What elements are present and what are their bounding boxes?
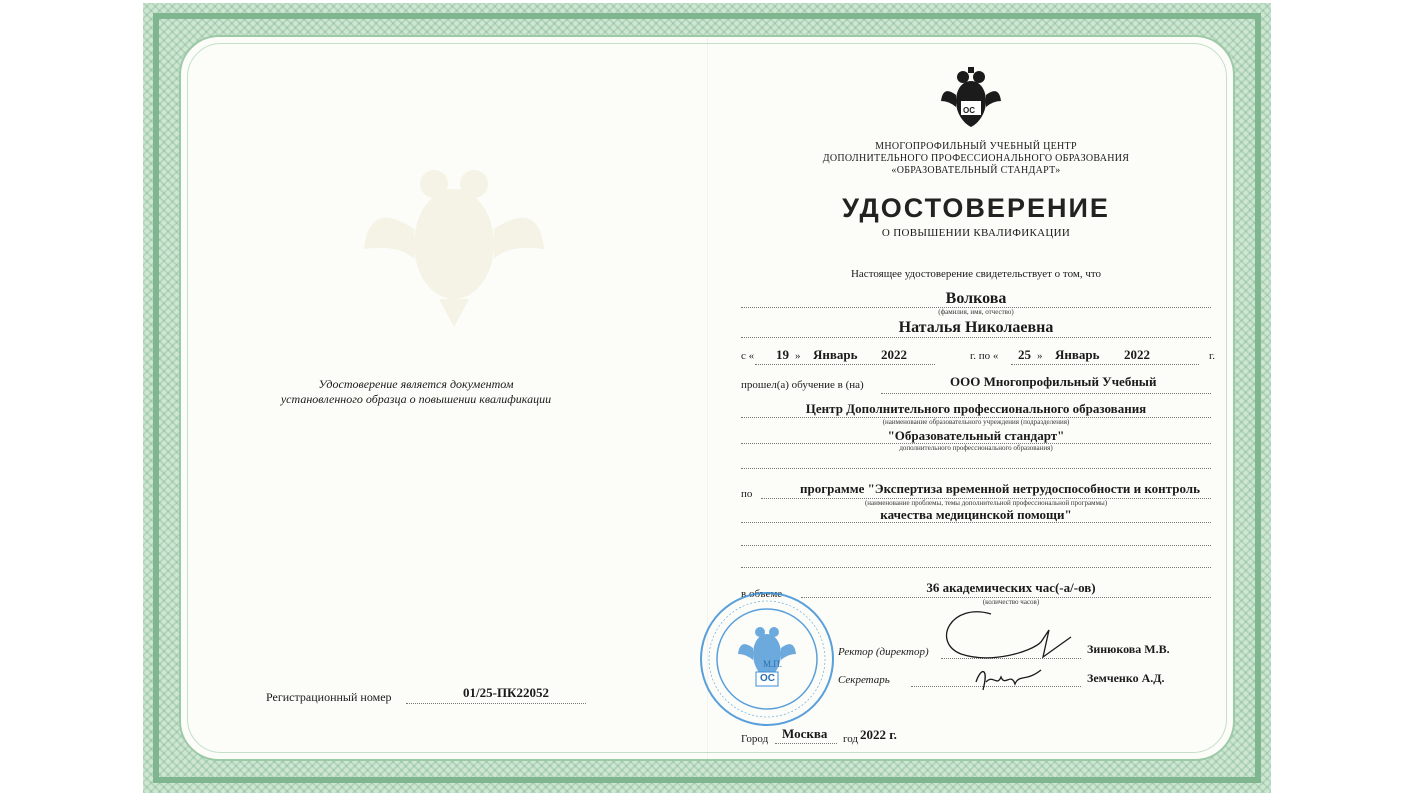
program-label: по <box>741 488 753 500</box>
certificate-paper <box>179 35 1235 761</box>
reg-number-value: 01/25-ПК22052 <box>463 685 549 700</box>
institution-line-2: Центр Дополнительного профессионального образования <box>805 401 1147 416</box>
emblem-letters: ОС <box>963 106 975 115</box>
stamp-mp: М.П. <box>763 659 783 669</box>
trained-label: прошел(а) обучение в (на) <box>741 379 864 391</box>
year-value: 2022 г. <box>860 727 897 742</box>
statement-line-1: Удостоверение является документом <box>318 377 514 391</box>
reg-number-label: Регистрационный номер <box>266 690 392 704</box>
institution-hint-1: (наименование образовательного учреждения (подразделения) <box>882 418 1070 426</box>
fio-hint: (фамилия, имя, отчество) <box>938 308 1014 316</box>
institution-line-1: ООО Многопрофильный Учебный <box>950 374 1157 389</box>
given-name-value: Наталья Николаевна <box>898 319 1054 336</box>
org-line-3: «ОБРАЗОВАТЕЛЬНЫЙ СТАНДАРТ» <box>891 165 1061 176</box>
date-to-close: » <box>1037 350 1043 362</box>
city-label: Город <box>741 733 769 745</box>
date-to-year: 2022 <box>1124 347 1150 362</box>
program-line-2: качества медицинской помощи" <box>880 507 1072 522</box>
program-hint: (наименование проблемы, темы дополнительной профессиональной программы) <box>864 499 1108 507</box>
org-line-1: МНОГОПРОФИЛЬНЫЙ УЧЕБНЫЙ ЦЕНТР <box>875 141 1077 152</box>
institution-line-3: "Образовательный стандарт" <box>887 428 1065 443</box>
secretary-label: Секретарь <box>838 674 890 686</box>
date-from-month: Январь <box>813 347 858 362</box>
intro-text: Настоящее удостоверение свидетельствует о том, что <box>850 268 1102 280</box>
date-to-prefix: г. по « <box>970 350 999 362</box>
date-to-year-suffix: г. <box>1209 350 1216 362</box>
rector-name: Зинюкова М.В. <box>1087 642 1170 656</box>
secretary-name: Земченко А.Д. <box>1087 671 1165 685</box>
certificate <box>143 3 1271 793</box>
certificate-subtitle: О ПОВЫШЕНИИ КВАЛИФИКАЦИИ <box>881 227 1071 239</box>
institution-hint-2: дополнительного профессионального образования) <box>899 444 1053 452</box>
stamp-letters: ОС <box>760 673 775 684</box>
city-value: Москва <box>782 726 828 741</box>
org-line-2: ДОПОЛНИТЕЛЬНОГО ПРОФЕССИОНАЛЬНОГО ОБРАЗОВАНИЯ <box>822 153 1130 164</box>
rector-label: Ректор (директор) <box>838 646 929 658</box>
date-from-prefix: с « <box>741 350 755 362</box>
secretary-signature-icon <box>971 662 1051 697</box>
year-label: год <box>843 733 859 745</box>
surname-value: Волкова <box>945 290 1007 307</box>
certificate-title: УДОСТОВЕРЕНИЕ <box>842 193 1110 223</box>
volume-value: 36 академических час(-а/-ов) <box>926 580 1096 595</box>
date-from-close: » <box>795 350 801 362</box>
statement-line-2: установленного образца о повышении квалификации <box>280 392 552 406</box>
date-from-day: 19 <box>776 347 789 362</box>
volume-hint: (количество часов) <box>982 598 1040 606</box>
program-line-1: программе "Экспертиза временной нетрудоспособности и контроль <box>800 481 1200 496</box>
date-to-month: Январь <box>1055 347 1100 362</box>
double-headed-eagle-icon <box>941 67 1001 131</box>
date-from-year: 2022 <box>881 347 907 362</box>
volume-label: в объеме <box>741 588 783 600</box>
eagle-watermark-icon <box>359 149 549 329</box>
date-to-day: 25 <box>1018 347 1031 362</box>
